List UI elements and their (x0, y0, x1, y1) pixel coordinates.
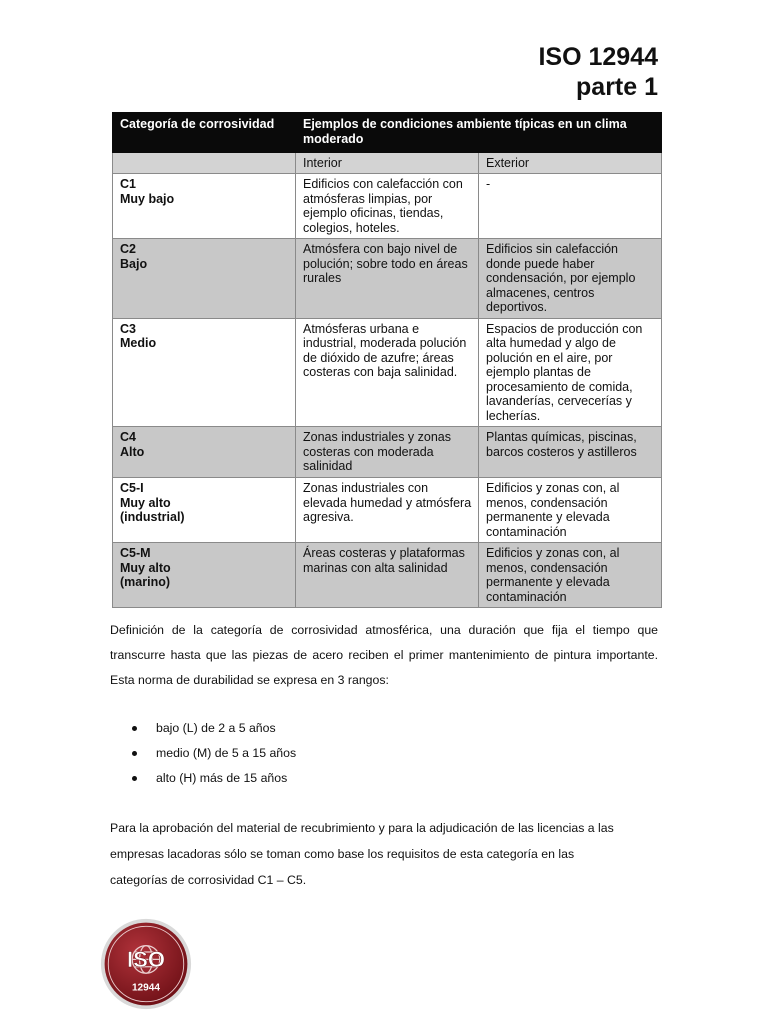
exterior-cell: Plantas químicas, piscinas, barcos costeros y astilleros (479, 427, 662, 478)
interior-cell: Zonas industriales con elevada humedad y atmósfera agresiva. (296, 478, 479, 543)
list-item-text: alto (H) más de 15 años (156, 771, 288, 785)
category-code: C2 (120, 242, 136, 256)
bullet-icon (132, 726, 137, 731)
interior-cell: Áreas costeras y plataformas marinas con alta salinidad (296, 543, 479, 608)
exterior-cell: Edificios y zonas con, al menos, condensación permanente y elevada contaminación (479, 478, 662, 543)
interior-cell: Atmósferas urbana e industrial, moderada polución de dióxido de azufre; áreas costeras con baja salinidad. (296, 318, 479, 427)
interior-cell: Atmósfera con bajo nivel de polución; sobre todo en áreas rurales (296, 239, 479, 319)
category-name: Medio (120, 336, 157, 350)
table-row (113, 318, 662, 427)
approval-line-1: Para la aprobación del material de recubrimiento y para la adjudicación de las licencias a las (110, 821, 614, 835)
table-row (113, 239, 662, 319)
category-cell (113, 543, 296, 608)
table-row (113, 427, 662, 478)
list-item-text: medio (M) de 5 a 15 años (156, 746, 297, 760)
document-title (538, 42, 658, 102)
approval-paragraph (110, 815, 658, 893)
corrosivity-table (112, 112, 662, 608)
exterior-cell: Edificios y zonas con, al menos, condensación permanente y elevada contaminación (479, 543, 662, 608)
category-code: C4 (120, 430, 136, 444)
category-code: C5-I (120, 481, 144, 495)
category-name: Muy bajo (120, 191, 175, 206)
category-cell (113, 427, 296, 478)
interior-cell: Edificios con calefacción con atmósferas limpias, por ejemplo oficinas, tiendas, colegios, hoteles. (296, 174, 479, 239)
logo-number: 12944 (131, 982, 161, 994)
category-cell (113, 174, 296, 239)
category-name: Muy alto (120, 495, 171, 510)
exterior-cell: Espacios de producción con alta humedad y algo de polución en el aire, por ejemplo plantas de procesamiento de comida, lavanderías, cervecerías y lecherías. (479, 318, 662, 427)
interior-cell: Zonas industriales y zonas costeras con moderada salinidad (296, 427, 479, 478)
category-cell (113, 239, 296, 319)
table-row (113, 543, 662, 608)
subheader-interior: Interior (296, 153, 479, 174)
category-name: Alto (120, 444, 145, 459)
subheader-blank (113, 153, 296, 174)
table-row (113, 478, 662, 543)
category-cell (113, 318, 296, 427)
title-line-2: parte 1 (576, 73, 658, 101)
list-item (130, 741, 296, 766)
approval-line-2: empresas lacadoras sólo se toman como base los requisitos de esta categoría en las (110, 847, 575, 861)
header-category: Categoría de corrosividad (113, 113, 296, 153)
subheader-exterior: Exterior (479, 153, 662, 174)
title-line-1: ISO 12944 (538, 43, 658, 71)
category-name-detail: (marino) (120, 575, 170, 589)
table-row (113, 174, 662, 239)
logo-text: ISO (126, 946, 166, 972)
header-examples: Ejemplos de condiciones ambiente típicas en un clima moderado (296, 113, 662, 153)
category-cell (113, 478, 296, 543)
list-item (130, 716, 296, 741)
category-name-detail: (industrial) (120, 510, 185, 524)
list-item-text: bajo (L) de 2 a 5 años (156, 721, 276, 735)
bullet-icon (132, 751, 137, 756)
definition-paragraph: Definición de la categoría de corrosividad atmosférica, una duración que fija el tiempo que transcurre hasta que las piezas de acero reciben el primer mantenimiento de pintura importante. Esta norma de durabilidad se expresa en 3 rangos: (110, 623, 658, 687)
exterior-cell: Edificios sin calefacción donde puede haber condensación, por ejemplo almacenes, centros deportivos. (479, 239, 662, 319)
durability-ranges-list (130, 716, 296, 791)
category-code: C3 (120, 321, 136, 336)
approval-line-3: categorías de corrosividad C1 – C5. (110, 873, 307, 887)
bullet-icon (132, 776, 137, 781)
exterior-cell: - (479, 174, 662, 239)
list-item (130, 766, 296, 791)
iso-logo-icon (100, 918, 192, 1010)
category-name: Muy alto (120, 560, 171, 575)
category-code: C1 (120, 177, 136, 191)
category-code: C5-M (120, 546, 151, 560)
category-name: Bajo (120, 256, 148, 271)
